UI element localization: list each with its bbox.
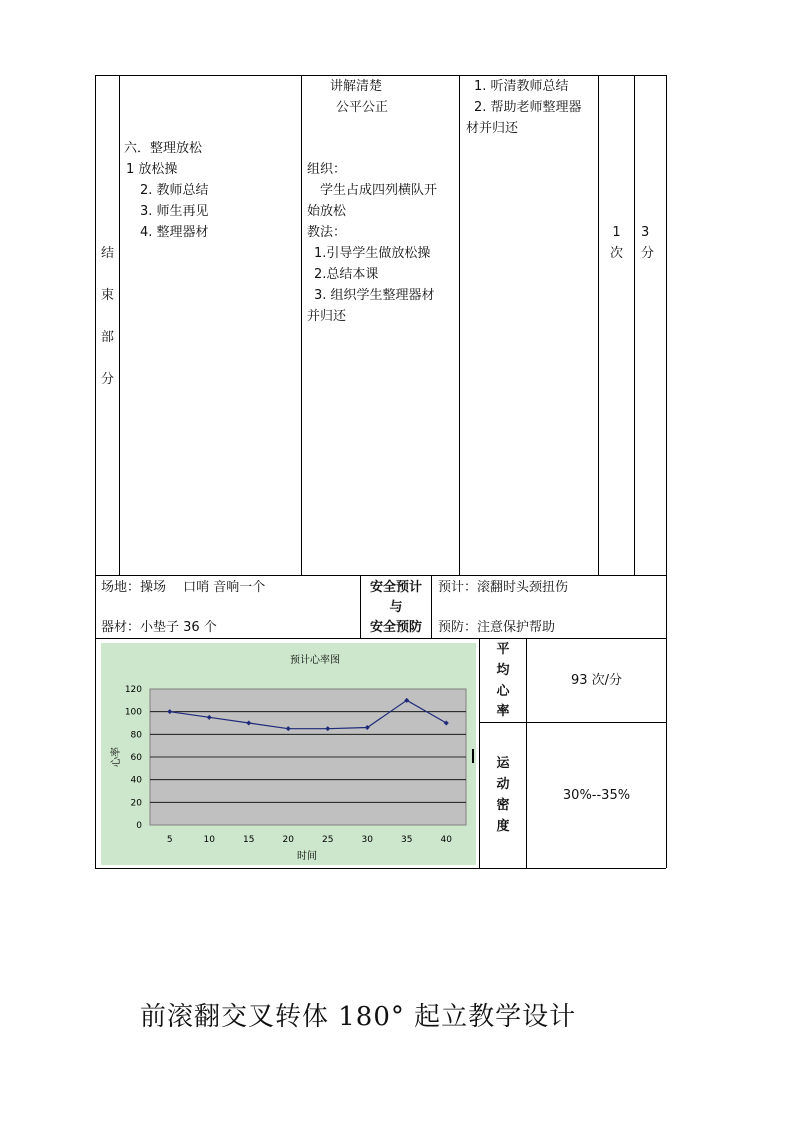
y-tick-label: 20: [130, 798, 142, 809]
y-tick-label: 60: [130, 753, 142, 763]
student-line-2: 2. 帮助老师整理器: [474, 100, 582, 115]
density-label-char-4: 度: [496, 819, 510, 834]
content-item-2: 2. 教师总结: [140, 183, 209, 198]
teacher-org-line-1: 学生占成四列横队开: [320, 183, 438, 198]
avg-hr-label-char-2: 均: [496, 663, 510, 678]
table-row-divider-2: [95, 638, 666, 639]
x-tick-label: 40: [440, 835, 452, 845]
teacher-top-line-2: 公平公正: [336, 100, 389, 115]
y-tick-label: 100: [124, 707, 142, 718]
table-col-divider-5: [634, 75, 635, 575]
teacher-top-line-1: 讲解清楚: [330, 79, 383, 94]
content-item-1: 1 放松操: [126, 162, 178, 177]
content-item-3: 3. 师生再见: [140, 204, 209, 219]
venue-text: 场地：操场 口哨 音响一个: [101, 580, 266, 595]
safety-divider-right: [431, 575, 432, 638]
content-item-4: 4. 整理器材: [140, 225, 209, 240]
table-col-divider-3: [459, 75, 460, 575]
avg-hr-value: 93 次/分: [570, 673, 623, 688]
density-label-char-3: 密: [496, 798, 510, 813]
y-tick-label: 80: [130, 730, 142, 741]
stats-row-divider: [479, 722, 666, 723]
table-top-border: [95, 75, 666, 76]
teacher-method-line-3: 3. 组织学生整理器材: [314, 288, 435, 303]
table-left-border: [95, 75, 96, 868]
count-number: 1: [612, 225, 621, 240]
section-label-char-2: 束: [100, 288, 114, 303]
density-label-char-1: 运: [496, 756, 510, 771]
safety-label-line-2: 与: [389, 600, 403, 615]
x-tick-label: 35: [401, 835, 413, 845]
equipment-text: 器材：小垫子 36 个: [101, 620, 217, 635]
count-unit: 次: [609, 246, 623, 261]
teacher-method-label: 教法：: [307, 225, 347, 240]
x-tick-label: 5: [166, 835, 173, 845]
content-heading: 六．整理放松: [124, 141, 203, 156]
predict-text: 预计：滚翻时头颈扭伤: [438, 580, 569, 595]
chart-edge-mark: [472, 749, 474, 763]
section-label-char-3: 部: [100, 330, 114, 345]
heart-rate-chart-svg: [101, 643, 476, 865]
y-tick-label: 40: [130, 775, 142, 786]
teacher-org-label: 组织：: [307, 162, 347, 177]
page-title: 前滚翻交叉转体 180° 起立教学设计: [140, 1002, 577, 1032]
safety-label-line-3: 安全预防: [369, 620, 422, 635]
density-value: 30%--35%: [562, 788, 631, 803]
x-tick-label: 10: [203, 835, 215, 845]
x-tick-label: 20: [282, 835, 294, 845]
heart-rate-chart: [101, 643, 476, 865]
section-label-char-4: 分: [100, 372, 114, 387]
x-tick-label: 15: [243, 835, 255, 845]
x-tick-label: 25: [322, 835, 334, 845]
avg-hr-label-char-3: 心: [496, 684, 510, 699]
section-label-char-1: 结: [100, 246, 114, 261]
table-col-divider-4: [598, 75, 599, 575]
teacher-org-line-2: 始放松: [307, 204, 347, 219]
teacher-method-line-4: 并归还: [307, 309, 347, 324]
student-line-3: 材并归还: [466, 121, 519, 136]
student-line-1: 1. 听清教师总结: [474, 79, 569, 94]
table-bottom-border: [95, 868, 666, 869]
teacher-method-line-2: 2.总结本课: [314, 267, 379, 282]
x-tick-label: 30: [361, 835, 373, 845]
prevent-text: 预防：注意保护帮助: [438, 620, 556, 635]
table-right-border: [666, 75, 667, 868]
time-unit: 分: [641, 246, 655, 261]
y-tick-label: 120: [124, 685, 142, 695]
chart-title: 预计心率图: [290, 655, 340, 666]
table-col-divider-2: [301, 75, 302, 575]
table-row-divider-1: [95, 575, 666, 576]
table-col-divider-1: [119, 75, 120, 575]
avg-hr-label-char-4: 率: [496, 704, 510, 719]
time-number: 3: [641, 225, 650, 240]
avg-hr-label-char-1: 平: [496, 642, 510, 657]
safety-label-line-1: 安全预计: [369, 580, 422, 595]
chart-xlabel: 时间: [297, 851, 317, 862]
teacher-method-line-1: 1.引导学生做放松操: [314, 246, 431, 261]
chart-ylabel: 心率: [111, 747, 122, 767]
density-label-char-2: 动: [496, 777, 510, 792]
y-tick-label: 0: [136, 821, 142, 831]
